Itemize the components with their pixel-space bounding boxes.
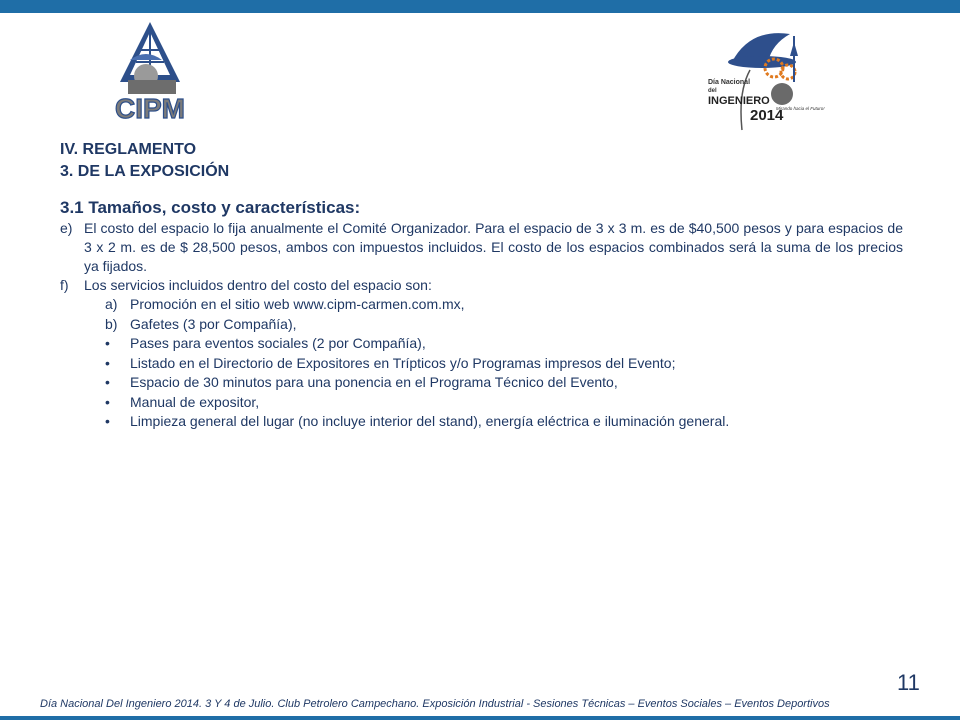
list-item [105, 354, 903, 374]
paragraph-text: Los servicios incluidos dentro del costo del espacio son: [84, 277, 432, 293]
dia-logo-line1: Día Nacional [708, 79, 751, 86]
dia-logo-line3: INGENIERO [708, 95, 770, 107]
list-item-text: Gafetes (3 por Compañía), [130, 315, 297, 332]
top-banner-bar [0, 0, 960, 13]
paragraph-marker: f) [60, 277, 69, 293]
list-item [105, 334, 903, 354]
cipm-logo-text: CIPM [115, 93, 185, 122]
list-item-text: Pases para eventos sociales (2 por Compañía), [130, 335, 426, 351]
page-number: 11 [897, 670, 920, 695]
list-item-text: Espacio de 30 minutos para una ponencia en el Programa Técnico del Evento, [130, 374, 618, 390]
services-list [60, 295, 903, 432]
list-item [105, 412, 903, 432]
list-item-text: Manual de expositor, [130, 393, 260, 410]
list-marker: • [105, 354, 110, 371]
bottom-bar [0, 716, 960, 720]
paragraph-f [60, 276, 903, 295]
list-marker: • [105, 413, 110, 429]
section-heading: IV. REGLAMENTO [60, 141, 197, 158]
list-item [105, 373, 903, 393]
dia-logo-year: 2014 [750, 107, 784, 124]
list-marker: • [105, 335, 110, 351]
paragraph-text: El costo del espacio lo fija anualmente el Comité Organizador. Para el espacio de 3 x 3 m. es de $40,500 pesos y para espacios de 3 x 2 m. es de $ 28,500 pesos, ambos con impuestos incluidos. El costo de los espacios combinados será la suma de los precios ya fijados. [84, 220, 903, 274]
dia-nacional-ingeniero-logo [690, 22, 840, 134]
list-item-text: Listado en el Directorio de Expositores en Trípticos y/o Programas impresos del Evento; [130, 354, 676, 371]
document-body [60, 139, 903, 432]
cipm-logo [100, 20, 200, 122]
list-marker: a) [105, 296, 118, 312]
list-marker: • [105, 374, 110, 390]
dia-logo-line2: del [708, 88, 717, 94]
dia-logo-tagline: Mirando hacia el Futuro! [776, 106, 825, 111]
list-item [105, 315, 903, 335]
topic-heading: 3.1 Tamaños, costo y características: [60, 198, 361, 217]
list-item-text: Limpieza general del lugar (no incluye interior del stand), energía eléctrica e iluminación general. [130, 413, 730, 429]
list-marker: b) [105, 315, 118, 332]
list-item [105, 295, 903, 315]
paragraph-marker: e) [60, 220, 73, 236]
list-marker: • [105, 393, 110, 410]
footer-text: Día Nacional Del Ingeniero 2014. 3 Y 4 de Julio. Club Petrolero Campechano. Exposición Industrial - Sesiones Técnicas – Eventos Sociales – Eventos Deportivos [40, 698, 830, 710]
paragraph-e [60, 219, 903, 276]
list-item [105, 393, 903, 413]
subsection-heading: 3. DE LA EXPOSICIÓN [60, 163, 230, 180]
list-item-text: Promoción en el sitio web www.cipm-carmen.com.mx, [130, 296, 465, 312]
